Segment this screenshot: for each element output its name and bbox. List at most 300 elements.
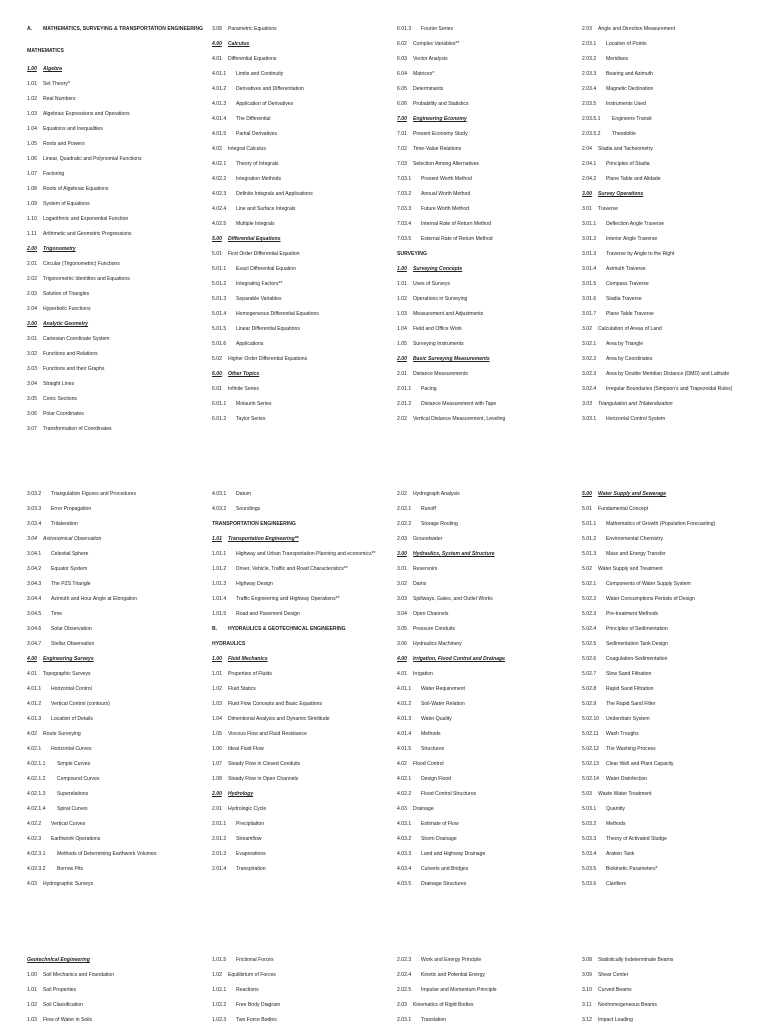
item-title: Differential Equations [228, 236, 281, 242]
item-title: Traverse by Angle to the Right [606, 251, 675, 257]
section-heading [212, 236, 388, 242]
outline-item [212, 701, 388, 707]
outline-item [212, 161, 388, 167]
outline-item [582, 791, 758, 797]
item-title: Integrating Factors** [236, 281, 283, 287]
item-number: 1.04 [397, 326, 407, 332]
item-title: Meridians [606, 56, 629, 62]
item-number: 6.00 [212, 371, 222, 377]
item-number: 2.03.1 [397, 1017, 412, 1023]
item-number: 2.01.4 [212, 866, 227, 872]
outline-item [582, 311, 758, 317]
outline-item [582, 56, 758, 62]
item-number: 4.01.2 [397, 701, 412, 707]
item-title: Viscous Flow and Fluid Resistance [228, 731, 307, 737]
outline-item [212, 86, 388, 92]
item-title: Error Propagation [51, 506, 92, 512]
outline-item [582, 881, 758, 887]
item-title: Hydrologic Cycle [228, 806, 267, 812]
outline-item [212, 551, 388, 557]
item-number: 2.01.3 [212, 851, 227, 857]
item-number: 1.01 [212, 536, 222, 542]
outline-item [397, 341, 573, 347]
outline-item [212, 491, 388, 497]
item-number: 3.01.3 [582, 251, 597, 257]
item-title: Triangulation Figures and Procedures [51, 491, 137, 497]
item-title: Functions and their Graphs [43, 366, 105, 372]
item-number: 5.03.2 [582, 821, 597, 827]
outline-item [212, 191, 388, 197]
item-title: Fourier Series [421, 26, 453, 32]
outline-item [212, 356, 388, 362]
item-title: Application of Derivatives [236, 101, 294, 107]
outline-item [212, 176, 388, 182]
item-title: Algebra [43, 66, 62, 72]
item-title: Functions and Relations [43, 351, 98, 357]
item-title: Trigonometry [43, 246, 76, 252]
outline-item [582, 71, 758, 77]
item-number: 3.04 [27, 536, 37, 542]
item-number: 5.02.11 [582, 731, 599, 737]
item-title: Spillways, Gates, and Outlet Works [413, 596, 493, 602]
outline-item [397, 206, 573, 212]
item-title: Drainage [413, 806, 434, 812]
outline-item [212, 131, 388, 137]
outline-item [582, 206, 758, 212]
item-title: Linear, Quadratic and Polynomial Functions [43, 156, 142, 162]
outline-item [397, 641, 573, 647]
item-title: Geotechnical Engineering [27, 957, 90, 963]
item-number: 3.04.4 [27, 596, 42, 602]
item-number: 6.01.2 [212, 416, 227, 422]
outline-item [27, 596, 203, 602]
section-heading [27, 246, 203, 252]
outline-item [397, 611, 573, 617]
outline-item [212, 386, 388, 392]
item-number: 5.01.3 [212, 296, 227, 302]
item-title: Area by Coordinates [606, 356, 653, 362]
item-title: Future Worth Method [421, 206, 470, 212]
item-number: 3.02.1 [582, 341, 597, 347]
outline-item [582, 401, 758, 407]
item-title: Time [51, 611, 63, 617]
item-title: Quantity [606, 806, 625, 812]
item-title: Pre-treatment Methods [606, 611, 659, 617]
item-title: Plane Table Traverse [606, 311, 654, 317]
item-title: Engineering Surveys [43, 656, 94, 662]
item-title: Integral Calculus [228, 146, 266, 152]
section-heading [27, 66, 203, 72]
item-title: Area by Triangle [606, 341, 644, 347]
outline-item [27, 491, 203, 497]
item-title: Horizontal Curves [51, 746, 92, 752]
item-title: Set Theory* [43, 81, 70, 87]
item-title: Methods of Determining Earthwork Volumes [57, 851, 157, 857]
item-number: 4.01.1 [212, 71, 227, 77]
outline-item [212, 281, 388, 287]
section-heading [397, 551, 573, 557]
outline-item [582, 386, 758, 392]
item-title: Borrow Pits [57, 866, 84, 872]
outline-item [212, 972, 388, 978]
major-heading [397, 251, 573, 257]
item-title: Road and Pavement Design [236, 611, 300, 617]
item-title: Annual Worth Method [421, 191, 471, 197]
outline-item [27, 701, 203, 707]
outline-item [582, 821, 758, 827]
item-number: 5.03.6 [582, 881, 597, 887]
outline-item [582, 686, 758, 692]
outline-item [27, 776, 203, 782]
item-title: Calculus [228, 41, 250, 47]
outline-item [582, 86, 758, 92]
item-number: 1.00 [27, 66, 37, 72]
item-number: 1.08 [212, 776, 222, 782]
outline-item [212, 611, 388, 617]
item-number: 1.02 [397, 296, 407, 302]
item-number: 2.01.2 [397, 401, 412, 407]
item-title: Properties of Fluids [228, 671, 272, 677]
item-title: Sedimentation Tank Design [606, 641, 668, 647]
outline-item [582, 776, 758, 782]
item-title: Highway Design [236, 581, 273, 587]
outline-item [27, 866, 203, 872]
item-title: Evaporations [236, 851, 266, 857]
item-title: Conic Sections [43, 396, 77, 402]
item-title: Drainage Structures [421, 881, 467, 887]
section-heading [212, 41, 388, 47]
item-number: 2.03.1 [582, 41, 597, 47]
item-title: Kinematics of Rigid Bodies [413, 1002, 474, 1008]
item-title: Probability and Statistics [413, 101, 469, 107]
outline-item [27, 987, 203, 993]
item-title: Location of Points [606, 41, 647, 47]
item-title: Celestial Sphere [51, 551, 89, 557]
item-number: 3.11 [582, 1002, 592, 1008]
item-number: 6.02 [397, 41, 407, 47]
item-title: Free Body Diagram [236, 1002, 281, 1008]
item-number: 1.01.3 [212, 581, 227, 587]
item-number: 1.03 [397, 311, 407, 317]
item-title: Field and Office Work [413, 326, 462, 332]
outline-item [212, 566, 388, 572]
outline-item [582, 356, 758, 362]
item-title: Algebraic Expressions and Operations [43, 111, 130, 117]
outline-item [582, 281, 758, 287]
item-title: Mathematics of Growth (Population Forecasting) [606, 521, 716, 527]
outline-item [27, 581, 203, 587]
item-title: Interior Angle Traverse [606, 236, 658, 242]
item-number: 1.02 [27, 96, 37, 102]
item-title: Flood Control Structures [421, 791, 477, 797]
item-number: 4.01.2 [27, 701, 42, 707]
item-title: The Washing Process [606, 746, 656, 752]
item-number: 3.02 [582, 326, 592, 332]
item-number: 5.02.1 [582, 581, 597, 587]
item-title: Parametric Equations [228, 26, 277, 32]
item-title: Hydrology [228, 791, 254, 797]
outline-item [397, 371, 573, 377]
item-number: 4.01.2 [212, 86, 227, 92]
outline-item [27, 201, 203, 207]
item-title: Derivatives and Differentiation [236, 86, 304, 92]
item-number: 1.05 [27, 141, 37, 147]
outline-item [582, 236, 758, 242]
outline-item [582, 566, 758, 572]
outline-item [27, 641, 203, 647]
item-title: Limits and Continuity [236, 71, 284, 77]
item-title: Irregular Boundaries (Simpson's and Trapezoidal Rules) [606, 386, 733, 392]
outline-item [582, 551, 758, 557]
item-number: 1.01.5 [212, 611, 227, 617]
outline-item [212, 731, 388, 737]
item-number: 4.01.3 [397, 716, 412, 722]
outline-item [582, 1002, 758, 1008]
outline-item [397, 86, 573, 92]
item-title: Underdrain System [606, 716, 650, 722]
item-number: 3.01.7 [582, 311, 597, 317]
outline-item [582, 836, 758, 842]
outline-item [397, 176, 573, 182]
outline-item [27, 381, 203, 387]
item-number: 2.01.1 [397, 386, 412, 392]
outline-item [582, 716, 758, 722]
item-number: 4.01.3 [27, 716, 42, 722]
item-number: 3.01 [397, 566, 407, 572]
item-title: Soundings [236, 506, 261, 512]
outline-item [212, 326, 388, 332]
item-title: Engineering Economy [413, 116, 467, 122]
item-number: 4.00 [27, 656, 37, 662]
item-title: Work and Energy Principle [421, 957, 482, 963]
item-number: 1.02.1 [212, 987, 227, 993]
outline-item [582, 1017, 758, 1023]
item-number: 3.00 [397, 551, 407, 557]
item-title: Principles of Sedimentation [606, 626, 668, 632]
item-title: Survey Operations [598, 191, 644, 197]
outline-item [397, 26, 573, 32]
item-title: Steady Flow in Closed Conduits [228, 761, 301, 767]
item-title: Deflection Angle Traverse [606, 221, 665, 227]
item-number: 2.04 [27, 306, 37, 312]
item-title: Factoring [43, 171, 65, 177]
outline-item [582, 26, 758, 32]
outline-item [582, 251, 758, 257]
item-number: 6.01.1 [212, 401, 227, 407]
item-number: 3.01.5 [582, 281, 597, 287]
outline-item [27, 761, 203, 767]
item-title: Route Surveying [43, 731, 81, 737]
item-number: 5.01.2 [212, 281, 227, 287]
item-title: The Rapid Sand Filter [606, 701, 656, 707]
item-number: 4.02.1 [212, 161, 227, 167]
item-number: 5.02 [212, 356, 222, 362]
item-number: 5.03 [582, 791, 592, 797]
item-title: Theory of Integrals [236, 161, 279, 167]
item-title: Higher Order Differential Equations [228, 356, 308, 362]
item-title: Mass and Energy Transfer [606, 551, 666, 557]
item-title: Calculation of Areas of Land [598, 326, 662, 332]
item-title: Vertical Control (contours) [51, 701, 110, 707]
item-number: 2.03.2 [582, 56, 597, 62]
section-heading [397, 116, 573, 122]
outline-item [27, 1017, 203, 1023]
item-number: 5.00 [212, 236, 222, 242]
item-title: External Rate of Return Method [421, 236, 493, 242]
outline-item [397, 596, 573, 602]
outline-item [27, 566, 203, 572]
item-number: 3.03.3 [27, 506, 42, 512]
item-number: 1.00 [397, 266, 407, 272]
item-number: 4.02.3.1 [27, 851, 46, 857]
item-number: 3.04.6 [27, 626, 42, 632]
item-number: 4.02.1.2 [27, 776, 46, 782]
outline-item [212, 506, 388, 512]
item-title: HYDRAULICS [212, 641, 246, 647]
item-title: Present Worth Method [421, 176, 472, 182]
item-number: 2.04.1 [582, 161, 597, 167]
item-number: 3.01 [27, 336, 37, 342]
item-title: Culverts and Bridges [421, 866, 469, 872]
outline-item [212, 671, 388, 677]
item-number: 3.05 [397, 626, 407, 632]
outline-item [397, 521, 573, 527]
item-title: Determinants [413, 86, 444, 92]
item-title: Storage Routing [421, 521, 458, 527]
item-number: 6.01.3 [397, 26, 412, 32]
item-number: 2.02 [397, 491, 407, 497]
item-title: Bearing and Azimuth [606, 71, 654, 77]
item-number: 2.00 [27, 246, 37, 252]
outline-item [27, 521, 203, 527]
outline-item [27, 626, 203, 632]
item-number: 5.02.8 [582, 686, 597, 692]
outline-item [212, 866, 388, 872]
outline-item [397, 146, 573, 152]
item-title: Slow Sand Filtration [606, 671, 652, 677]
section-heading [27, 957, 203, 963]
outline-item [27, 396, 203, 402]
item-title: Fundamental Concept [598, 506, 649, 512]
item-title: Operations in Surveying [413, 296, 468, 302]
item-title: Water Disinfection [606, 776, 648, 782]
item-number: 3.01.6 [582, 296, 597, 302]
item-title: Horizontal Control [51, 686, 92, 692]
item-number: 4.01 [397, 671, 407, 677]
outline-item [212, 776, 388, 782]
item-number: 3.02 [27, 351, 37, 357]
item-title: Impulse and Momentum Principle [421, 987, 497, 993]
item-title: Cartesian Coordinate System [43, 336, 110, 342]
item-title: Methods [421, 731, 441, 737]
outline-item [397, 101, 573, 107]
item-title: Streamflow [236, 836, 262, 842]
item-title: Reactions [236, 987, 259, 993]
item-title: Differential Equations [228, 56, 277, 62]
item-number: 5.02.14 [582, 776, 599, 782]
outline-item [397, 791, 573, 797]
outline-item [27, 716, 203, 722]
item-title: Polar Coordinates [43, 411, 84, 417]
item-number: 7.03.2 [397, 191, 412, 197]
item-title: Linear Differential Equations [236, 326, 300, 332]
item-title: Compound Curves [57, 776, 100, 782]
item-title: Water Consumptions Periods of Design [606, 596, 695, 602]
item-title: Equilibrium of Forces [228, 972, 276, 978]
item-number: 5.02.2 [582, 596, 597, 602]
item-number: 1.06 [212, 746, 222, 752]
item-title: System of Equations [43, 201, 90, 207]
item-title: Design Flood [421, 776, 452, 782]
item-number: 3.04.1 [27, 551, 42, 557]
item-title: Irrigation, Flood Control and Drainage [413, 656, 505, 662]
item-number: 3.07 [27, 426, 37, 432]
outline-item [397, 701, 573, 707]
item-number: 6.05 [397, 86, 407, 92]
outline-item [582, 416, 758, 422]
outline-item [27, 551, 203, 557]
item-title: Surveying Concepts [413, 266, 463, 272]
item-number: 4.02.3 [212, 191, 227, 197]
outline-item [212, 821, 388, 827]
item-number: 1.00 [27, 972, 37, 978]
item-number: 4.01.4 [397, 731, 412, 737]
item-number: 3.05 [27, 396, 37, 402]
outline-item [397, 716, 573, 722]
item-number: 2.02.3 [397, 957, 412, 963]
item-title: Water Supply and Treatment [598, 566, 663, 572]
item-number: 2.03.3 [582, 71, 597, 77]
item-title: Statistically Indeterminate Beams [598, 957, 674, 963]
item-title: Translation [421, 1017, 447, 1023]
item-title: Applications [236, 341, 264, 347]
outline-item [582, 536, 758, 542]
outline-item [212, 311, 388, 317]
item-number: 5.03.3 [582, 836, 597, 842]
item-number: 1.01 [212, 671, 222, 677]
item-number: 5.02.5 [582, 641, 597, 647]
item-title: Arithmetic and Geometric Progressions [43, 231, 132, 237]
item-number: 2.01 [27, 261, 37, 267]
item-number: 7.03.5 [397, 236, 412, 242]
item-number: 3.02.2 [582, 356, 597, 362]
item-number: 1.01.5 [212, 957, 227, 963]
item-title: Vector Analysis [413, 56, 448, 62]
item-title: Topographic Surveys [43, 671, 91, 677]
item-title: Hydraulics Machinery [413, 641, 462, 647]
outline-item [27, 821, 203, 827]
item-title: Soil Properties [43, 987, 77, 993]
item-number: 3.03 [582, 401, 592, 407]
item-title: Plane Table and Alidade [606, 176, 661, 182]
item-title: Hydrograph Analysis [413, 491, 460, 497]
item-number: 3.06 [27, 411, 37, 417]
outline-item [582, 806, 758, 812]
outline-item [582, 521, 758, 527]
item-number: 3.08 [212, 26, 222, 32]
item-number: 4.03.1 [397, 821, 412, 827]
item-title: Logarithmic and Exponential Function [43, 216, 129, 222]
item-number: 1.02.3 [212, 1017, 227, 1023]
item-number: 1.02.2 [212, 1002, 227, 1008]
item-title: Simple Curves [57, 761, 91, 767]
item-number: 4.01 [27, 671, 37, 677]
outline-item [212, 401, 388, 407]
outline-item [212, 206, 388, 212]
item-title: Flood Control [413, 761, 444, 767]
outline-item [212, 746, 388, 752]
item-title: Distance Measurement with Tape [421, 401, 497, 407]
